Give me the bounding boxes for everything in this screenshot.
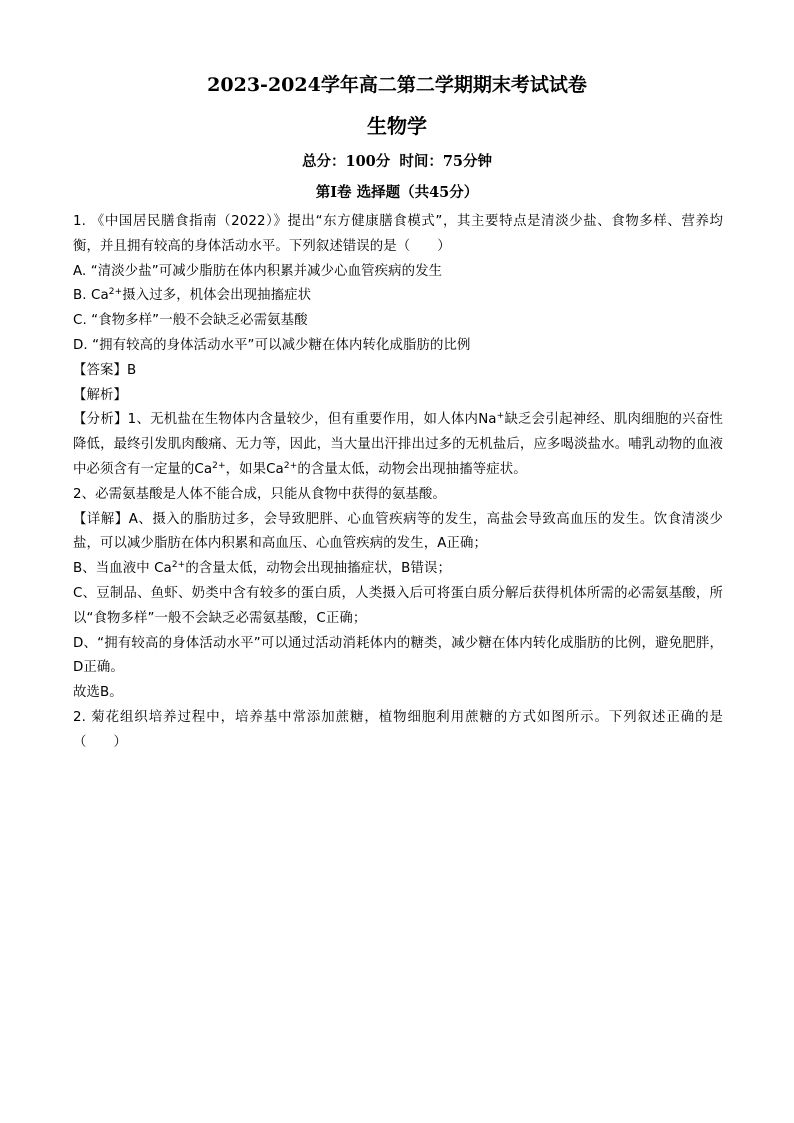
q1-detail-b [73,557,723,582]
superscript: 2+ [212,460,226,471]
detail-b-rest: 的含量太低，动物会出现抽搐症状，B错误； [185,561,451,577]
exam-title: 2023-2024学年高二第二学期期末考试试卷 [207,74,587,96]
exam-meta: 总分：100分 时间：75分钟 [302,153,492,170]
subject-title: 生物学 [367,114,427,138]
q1-detail-c: C、豆制品、鱼虾、奶类中含有较多的蛋白质，人类摄入后可将蛋白质分解后获得机体所需的必需氨基酸，所以“食物多样”一般不会缺乏必需氨基酸，C正确； [73,585,723,626]
fenxi-part: 的含量太低，动物会出现抽搐等症状。 [297,461,527,477]
superscript: + [496,411,505,422]
q2-stem: 2. 菊花组织培养过程中，培养基中常添加蔗糖，植物细胞利用蔗糖的方式如图所示。下列叙述正确的是（ ） [73,709,723,750]
section-heading: 第Ⅰ卷 选择题（共45分） [315,184,479,201]
superscript: 2+ [171,560,186,571]
fenxi-part: ，如果Ca [225,461,284,477]
fenxi-part: 缺乏会引起神经、肌肉细胞的兴奋性降低，最终引发肌肉酸痛、无力等，因此，当大量出汗排出过多的无机盐后，应多喝淡盐水。哺乳动物的血液中必须含有一定量的Ca [73,412,723,477]
exam-body [73,210,723,756]
q1-detail-a: 【详解】A、摄入的脂肪过多，会导致肥胖、心血管疾病等的发生，高盐会导致高血压的发生。饮食清淡少盐，可以减少脂肪在体内积累和高血压、心血管疾病的发生，A正确； [73,511,723,552]
q1-option-d: D. “拥有较高的身体活动水平”可以减少糖在体内转化成脂肪的比例 [73,337,471,353]
q1-analysis-label: 【解析】 [73,387,127,403]
q1-option-a: A. “清淡少盐”可减少脂肪在体内积累并减少心血管疾病的发生 [73,263,443,279]
q1-option-c: C. “食物多样”一般不会缺乏必需氨基酸 [73,313,308,329]
q1-fenxi-point2: 2、必需氨基酸是人体不能合成，只能从食物中获得的氨基酸。 [73,486,446,502]
q1-detail-d: D、“拥有较高的身体活动水平”可以通过活动消耗体内的糖类，减少糖在体内转化成脂肪的比例，避免肥胖，D正确。 [73,635,723,676]
q1-option-b [73,284,723,309]
q1-fenxi [73,408,723,482]
q1-stem: 1. 《中国居民膳食指南（2022）》提出“东方健康膳食模式”，其主要特点是清淡少盐、食物多样、营养均衡，并且拥有较高的身体活动水平。下列叙述错误的是（ ） [73,214,723,254]
q1-answer: 【答案】B [73,362,137,378]
superscript: 2+ [108,287,123,298]
q1-option-b-rest: 摄入过多，机体会出现抽搐症状 [122,288,312,304]
q1-conclusion: 故选B。 [73,685,123,701]
q1-option-b-text: B. Ca [73,288,109,304]
detail-b-text: B、当血液中 Ca [73,561,172,577]
fenxi-part: 【分析】1、无机盐在生物体内含量较少，但有重要作用，如人体内Na [73,412,497,428]
superscript: 2+ [283,460,298,471]
